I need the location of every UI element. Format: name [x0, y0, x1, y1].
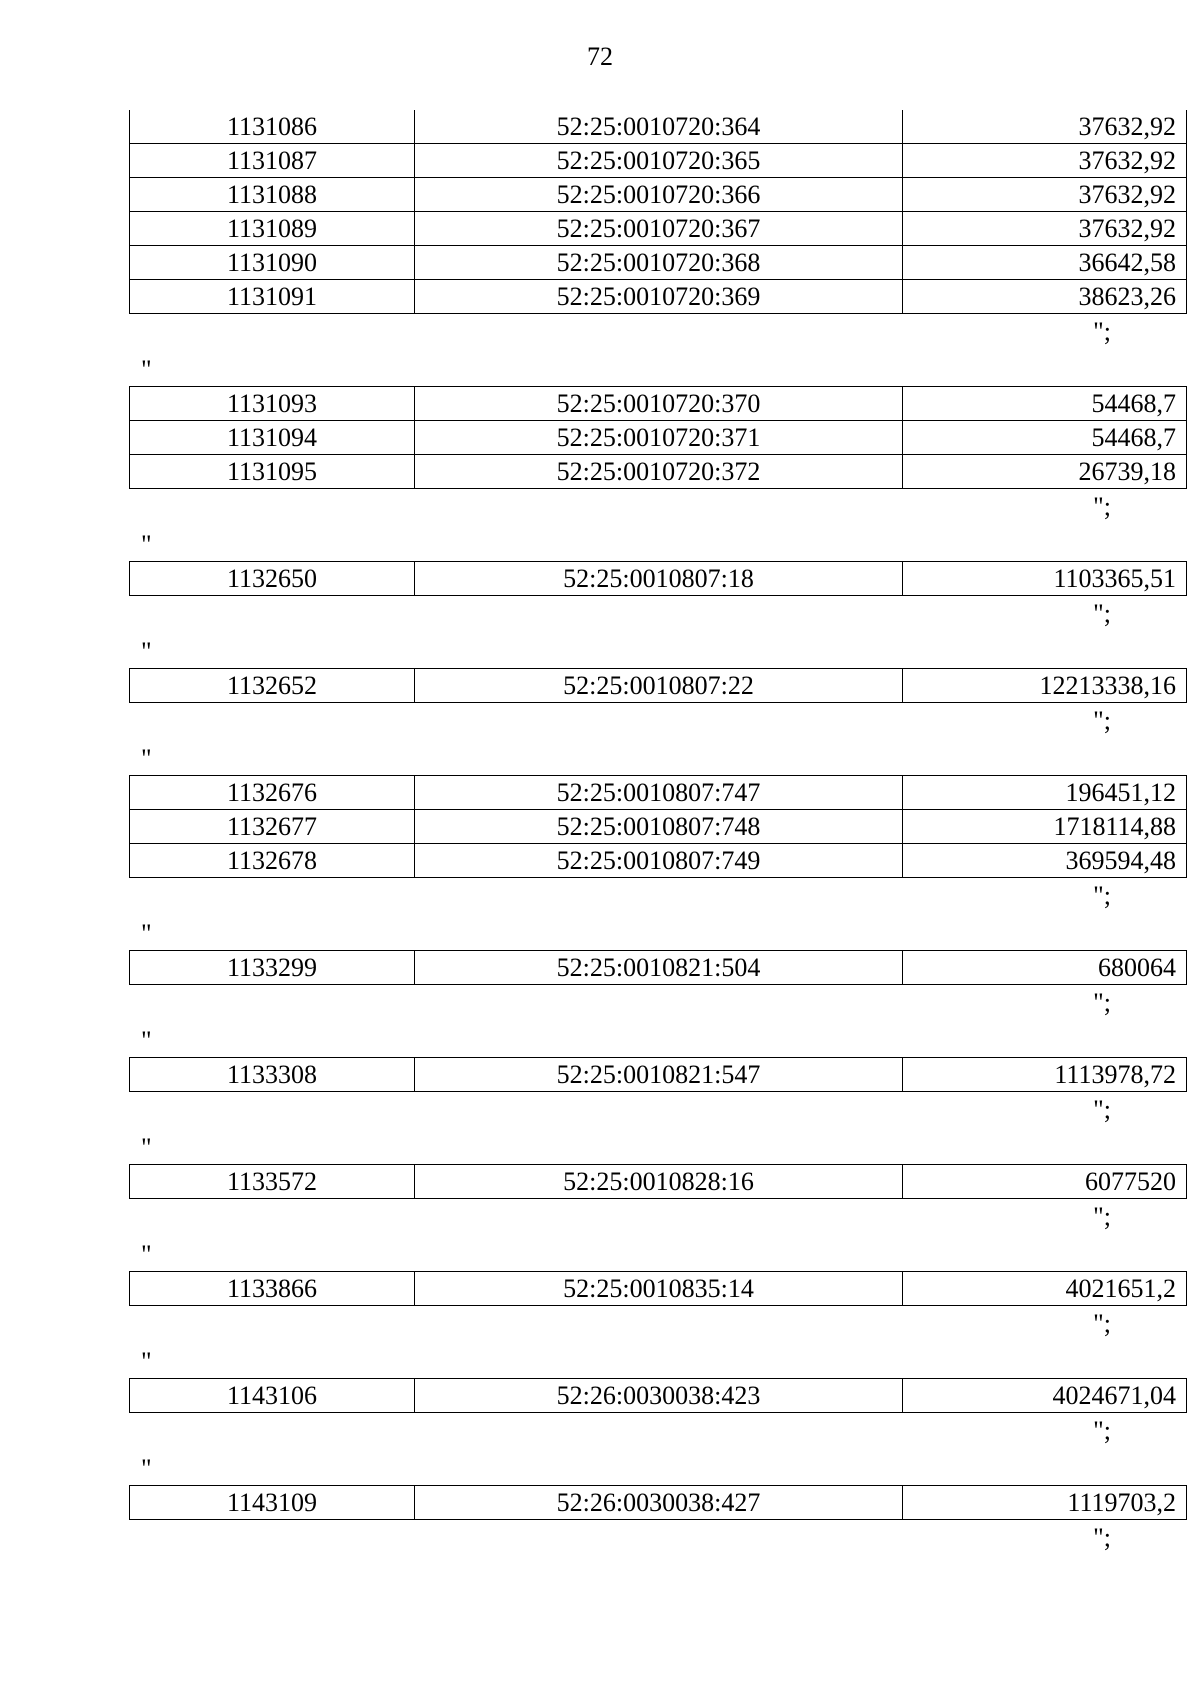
table-block [129, 775, 1176, 878]
table-row [130, 562, 1187, 596]
table-row [130, 810, 1187, 844]
cadastral-number-cell: 52:25:0010720:365 [415, 144, 903, 178]
table-row [130, 421, 1187, 455]
opening-quote: " [141, 1133, 152, 1162]
closing-quote: "; [1093, 492, 1111, 521]
cadastral-number-cell: 52:25:0010720:366 [415, 178, 903, 212]
value-cell: 4024671,04 [903, 1379, 1187, 1413]
table-row [130, 776, 1187, 810]
closing-quote: "; [1093, 881, 1111, 910]
value-cell: 369594,48 [903, 844, 1187, 878]
closing-quote: "; [1093, 706, 1111, 735]
table-row [130, 844, 1187, 878]
cadastral-table [129, 1057, 1187, 1092]
row-id-cell: 1131094 [130, 421, 415, 455]
value-cell: 38623,26 [903, 280, 1187, 314]
value-cell: 12213338,16 [903, 669, 1187, 703]
table-block [129, 110, 1176, 314]
value-cell: 54468,7 [903, 387, 1187, 421]
cadastral-number-cell: 52:25:0010828:16 [415, 1165, 903, 1199]
cadastral-number-cell: 52:25:0010720:367 [415, 212, 903, 246]
opening-quote: " [141, 1347, 152, 1376]
opening-quote: " [141, 355, 152, 384]
cadastral-table [129, 1485, 1187, 1520]
cadastral-number-cell: 52:25:0010807:747 [415, 776, 903, 810]
row-id-cell: 1133572 [130, 1165, 415, 1199]
value-cell: 1119703,2 [903, 1486, 1187, 1520]
value-cell: 37632,92 [903, 110, 1187, 144]
value-cell: 37632,92 [903, 178, 1187, 212]
opening-quote: " [141, 744, 152, 773]
row-id-cell: 1133308 [130, 1058, 415, 1092]
opening-quote: " [141, 1026, 152, 1055]
opening-quote: " [141, 919, 152, 948]
row-id-cell: 1143106 [130, 1379, 415, 1413]
cadastral-number-cell: 52:25:0010807:748 [415, 810, 903, 844]
table-row [130, 110, 1187, 144]
table-row [130, 1272, 1187, 1306]
closing-quote: "; [1093, 1523, 1111, 1552]
cadastral-number-cell: 52:25:0010720:370 [415, 387, 903, 421]
cadastral-table [129, 1164, 1187, 1199]
cadastral-number-cell: 52:25:0010807:22 [415, 669, 903, 703]
value-cell: 37632,92 [903, 212, 1187, 246]
cadastral-number-cell: 52:25:0010821:504 [415, 951, 903, 985]
table-row [130, 178, 1187, 212]
table-row [130, 951, 1187, 985]
table-row [130, 212, 1187, 246]
closing-quote: "; [1093, 1202, 1111, 1231]
cadastral-number-cell: 52:26:0030038:423 [415, 1379, 903, 1413]
page-number: 72 [587, 42, 613, 71]
row-id-cell: 1132677 [130, 810, 415, 844]
value-cell: 4021651,2 [903, 1272, 1187, 1306]
cadastral-number-cell: 52:25:0010720:368 [415, 246, 903, 280]
table-block [129, 1485, 1176, 1520]
opening-quote: " [141, 1240, 152, 1269]
closing-quote: "; [1093, 1309, 1111, 1338]
cadastral-number-cell: 52:25:0010807:18 [415, 562, 903, 596]
table-block [129, 561, 1176, 596]
cadastral-number-cell: 52:25:0010720:371 [415, 421, 903, 455]
cadastral-number-cell: 52:25:0010807:749 [415, 844, 903, 878]
cadastral-number-cell: 52:25:0010720:369 [415, 280, 903, 314]
opening-quote: " [141, 637, 152, 666]
value-cell: 1718114,88 [903, 810, 1187, 844]
table-row [130, 280, 1187, 314]
value-cell: 54468,7 [903, 421, 1187, 455]
cadastral-table [129, 1271, 1187, 1306]
table-row [130, 455, 1187, 489]
row-id-cell: 1131093 [130, 387, 415, 421]
row-id-cell: 1131095 [130, 455, 415, 489]
closing-quote: "; [1093, 1095, 1111, 1124]
cadastral-number-cell: 52:25:0010720:372 [415, 455, 903, 489]
table-block [129, 950, 1176, 985]
cadastral-number-cell: 52:25:0010720:364 [415, 110, 903, 144]
table-row [130, 1058, 1187, 1092]
table-row [130, 387, 1187, 421]
cadastral-table [129, 775, 1187, 878]
value-cell: 26739,18 [903, 455, 1187, 489]
closing-quote: "; [1093, 599, 1111, 628]
closing-quote: "; [1093, 988, 1111, 1017]
cadastral-table [129, 668, 1187, 703]
row-id-cell: 1131086 [130, 110, 415, 144]
row-id-cell: 1131087 [130, 144, 415, 178]
table-block [129, 1378, 1176, 1413]
closing-quote: "; [1093, 1416, 1111, 1445]
row-id-cell: 1132650 [130, 562, 415, 596]
cadastral-table [129, 950, 1187, 985]
cadastral-number-cell: 52:25:0010835:14 [415, 1272, 903, 1306]
value-cell: 1113978,72 [903, 1058, 1187, 1092]
value-cell: 37632,92 [903, 144, 1187, 178]
row-id-cell: 1132652 [130, 669, 415, 703]
table-row [130, 1486, 1187, 1520]
cadastral-table [129, 561, 1187, 596]
row-id-cell: 1143109 [130, 1486, 415, 1520]
cadastral-table [129, 110, 1187, 314]
cadastral-table [129, 1378, 1187, 1413]
cadastral-number-cell: 52:26:0030038:427 [415, 1486, 903, 1520]
document-body [129, 110, 1176, 1556]
opening-quote: " [141, 1454, 152, 1483]
table-block [129, 1271, 1176, 1306]
row-id-cell: 1131089 [130, 212, 415, 246]
table-row [130, 1379, 1187, 1413]
table-row [130, 669, 1187, 703]
row-id-cell: 1131090 [130, 246, 415, 280]
table-block [129, 1164, 1176, 1199]
table-block [129, 668, 1176, 703]
value-cell: 680064 [903, 951, 1187, 985]
value-cell: 6077520 [903, 1165, 1187, 1199]
cadastral-number-cell: 52:25:0010821:547 [415, 1058, 903, 1092]
row-id-cell: 1133299 [130, 951, 415, 985]
value-cell: 196451,12 [903, 776, 1187, 810]
value-cell: 1103365,51 [903, 562, 1187, 596]
row-id-cell: 1132676 [130, 776, 415, 810]
table-row [130, 1165, 1187, 1199]
row-id-cell: 1133866 [130, 1272, 415, 1306]
closing-quote: "; [1093, 317, 1111, 346]
value-cell: 36642,58 [903, 246, 1187, 280]
opening-quote: " [141, 530, 152, 559]
row-id-cell: 1131088 [130, 178, 415, 212]
cadastral-table [129, 386, 1187, 489]
table-row [130, 246, 1187, 280]
row-id-cell: 1132678 [130, 844, 415, 878]
table-block [129, 1057, 1176, 1092]
table-block [129, 386, 1176, 489]
row-id-cell: 1131091 [130, 280, 415, 314]
table-row [130, 144, 1187, 178]
